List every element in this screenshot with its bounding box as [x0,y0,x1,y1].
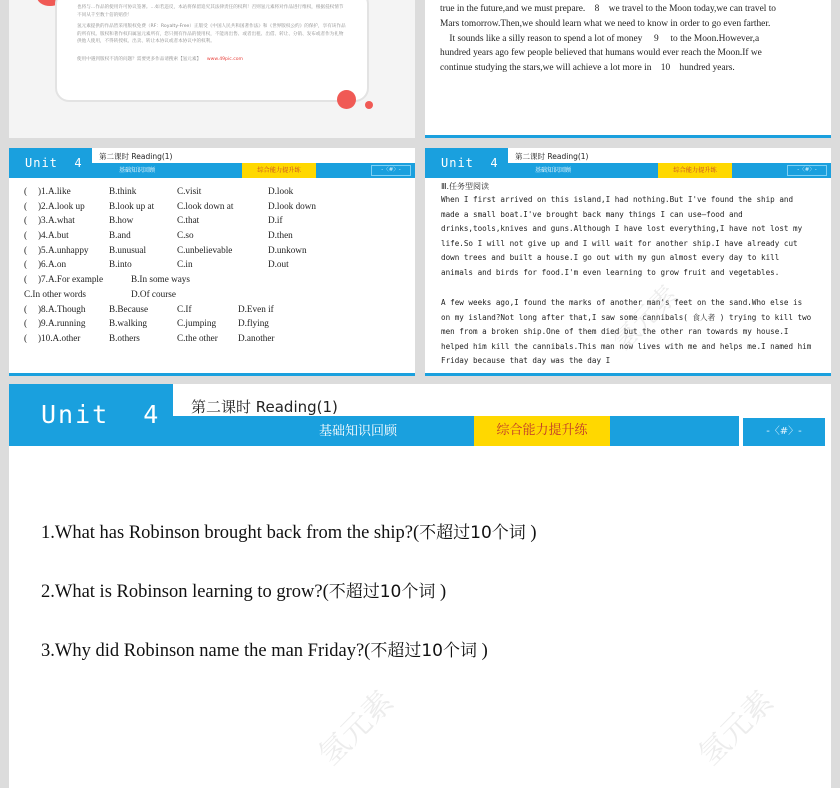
choice-row: ( )2.A.look up B.look up at C.look down at D.look down [24,200,316,211]
lesson-title: 第二课时 Reading(1) [99,152,173,161]
choice-option-b: B.walking [109,318,148,329]
choice-option-b: B.how [109,215,134,226]
choice-option-d: D.look [268,186,294,196]
page-number-button[interactable]: -〈#〉- [787,165,827,176]
slide-header [9,148,415,178]
choice-option-d: D.another [238,332,275,343]
notice-site-link[interactable]: www.49pic.com [206,56,244,62]
choice-option-b: B.into [109,259,132,270]
unit-label: Unit 4 [9,148,92,178]
question-close: ) [530,523,537,543]
ability-practice-button[interactable]: 综合能力提升练 [474,416,610,446]
choice-option-b: B.others [109,332,140,343]
choice-option-d: D.out [268,259,289,270]
slide-choices [9,148,415,376]
slide-copyright-notice [9,0,415,138]
choice-row: ( )6.A.on B.into C.in D.out [24,259,289,270]
choice-option-a: )8.A.Though [38,303,86,314]
nav-bar [92,163,415,178]
choice-row: ( )5.A.unhappy B.unusual C.unbelievable D.unkown [24,244,307,255]
notice-paragraph-2: 氢元素提供的作品皆采用版权免费（RF：Royalty-Free）正版受《中国人民共和国著作法》和《世界版权公约》的保护，享有该作品的所有权。版权和著作权归属氢元素所有，您只拥有作品的使用权，不能再出售、或者出租、出借、转让、分销、发布或者作为礼物供他人使用，不得转授权、出卖、转让本协议或者本协议中的权利。 [77,24,346,44]
choice-option-c: C.the other [177,332,218,343]
passage-line: hundred years ago few people believed that humans would ever reach the Moon.If we [440,48,762,59]
choice-option-a: )1.A.like [38,186,71,196]
choice-option-a: )2.A.look up [38,200,85,211]
reading-paragraph: A few weeks ago,I found the marks of another man's feet on the sand.Who else is on my island?Not long after that,I saw some cannibals( 食人者 ) trying to kill two men from a broken ship.One of them died but the other ran towards my house.I helped him kill the cannibals.This man now lives with me and helps me.I named him Friday because that day was the day I [441,298,812,366]
watermark: 氢元素 [312,684,401,773]
slide-bottom-bar [425,373,831,376]
choice-option-a: )10.A.other [38,332,81,343]
slide-header [425,148,831,178]
choice-option-d: D.Of course [131,288,176,299]
choice-option-b: B.look up at [109,200,155,211]
choice-row: ( )9.A.running B.walking C.jumping D.flying [24,318,269,329]
reading-paragraph: When I first arrived on this island,I had nothing.But I've found the ship and made a small boat.I've brought back many things I can use—food and drinks,tools,knives and guns.Although I have lost everything,I have not lost my life.So I will not give up and I will wait for another ship.I have already cut down trees and built a house.I go out with my gun almost every day to kill animals and birds for food.I'm even learning to grow fruit and vegetables. [441,195,803,277]
question-hint: 不超过10个词 [419,523,526,543]
question-text: 1.What has Robinson brought back from the ship?( [41,523,420,543]
page-number-button[interactable]: -〈#〉- [743,418,825,446]
passage-line: true in the future,and we must prepare. 8 we travel to the Moon today,we can travel to [440,4,776,14]
notice-paragraph-3 [57,46,367,64]
notice-card [55,0,369,102]
choice-option-b: B.think [109,186,137,196]
choice-row [24,289,414,304]
choice-option-a: )5.A.unhappy [38,244,89,255]
unit-label: Unit 4 [425,148,508,178]
choice-option-c: C.jumping [177,318,217,329]
ability-practice-button[interactable]: 综合能力提升练 [242,163,316,178]
choice-option-c: C.unbelievable [177,244,233,255]
choice-option-d: D.look down [268,200,316,211]
choice-option-d: D.if [268,215,283,226]
basic-review-tab [177,418,477,444]
choice-row: ( )10.A.other B.others C.the other D.another [24,332,275,343]
slide-task-reading [425,148,831,376]
question-close: ) [440,582,447,602]
section-title: Ⅲ.任务型阅读 [441,182,490,191]
watermark: 氢元素 [692,684,781,773]
question-close: ) [481,641,488,661]
slide-questions [9,384,831,788]
choice-option-a: )4.A.but [38,230,69,241]
slide-passage [425,0,831,138]
choice-option-c: C.that [177,215,200,226]
choice-option-b: B.unusual [109,244,147,255]
choice-row: ( )4.A.but B.and C.so D.then [24,230,293,241]
decor-dot [365,101,373,109]
choices-list [24,186,414,348]
question-3 [41,636,488,662]
choice-option-d: D.then [268,230,293,241]
lesson-title: 第二课时 Reading(1) [191,398,338,416]
basic-review-button[interactable]: 基础知识回顾 [318,424,397,439]
nav-bar [508,163,831,178]
question-text: 2.What is Robinson learning to grow?( [41,582,329,602]
page-number-button[interactable]: -〈#〉- [371,165,411,176]
choice-option-b: B.Because [109,303,149,314]
basic-review-button[interactable]: 基础知识回顾 [534,167,571,174]
choice-option-c: C.In other words [24,288,87,299]
choice-option-d: D.unkown [268,244,307,255]
choice-row: ( )3.A.what B.how C.that D.if [24,215,283,226]
decor-dot [337,90,356,109]
choice-option-c: C.look down at [177,200,234,211]
choice-row: ( )1.A.like B.think C.visit D.look [24,186,294,196]
choice-option-c: C.so [177,230,194,241]
watermark: 氢元素 [607,280,684,357]
passage-text [440,2,820,76]
question-hint: 不超过10个词 [370,641,477,661]
choice-option-d: D.Even if [238,303,274,314]
choice-option-c: C.visit [177,186,202,196]
question-hint: 不超过10个词 [328,582,436,602]
choice-option-d: D.flying [238,318,269,329]
notice-footer-text: 使用中遇到版权不清的问题？需要更多作品请搜索【氢元素】 [77,56,202,62]
slide-bottom-bar [9,373,415,376]
notice-paragraph-1: 也将与…作品的使用许可协议签署。…如若违反，本站将保留追究其法律责任的权利！否则氢元素将对作品进行维权，根据侵权情节不同从千至数十倍的赔偿！ [77,5,344,18]
choice-option-a: )7.A.For example [38,274,104,285]
choice-option-a: )6.A.on [38,259,67,270]
slide-bottom-bar [425,135,831,138]
passage-line: continue studying the stars,we will achieve a lot more in 10 hundred years. [440,63,735,74]
basic-review-button[interactable]: 基础知识回顾 [118,167,155,174]
question-1 [41,518,537,544]
choice-option-b: B.and [109,230,131,241]
choice-option-c: C.in [177,259,193,270]
choice-row: ( )7.A.For example B.In some ways [24,274,190,285]
choice-option-c: C.If [177,303,192,314]
choice-option-a: )3.A.what [38,215,75,226]
unit-label: Unit 4 [9,384,173,446]
choice-option-a: )9.A.running [38,318,86,329]
passage-line: It sounds like a silly reason to spend a lot of money 9 to the Moon.However,a [440,33,760,44]
question-2 [41,577,446,603]
lesson-title: 第二课时 Reading(1) [515,152,589,161]
question-text: 3.Why did Robinson name the man Friday?( [41,641,371,661]
passage-line: Mars tomorrow.Then,we should learn what we need to know in order to go even farther. [440,18,771,29]
ability-practice-button[interactable]: 综合能力提升练 [658,163,732,178]
choice-row: ( )8.A.Though B.Because C.If D.Even if [24,303,274,314]
choice-option-b: B.In some ways [131,274,190,285]
